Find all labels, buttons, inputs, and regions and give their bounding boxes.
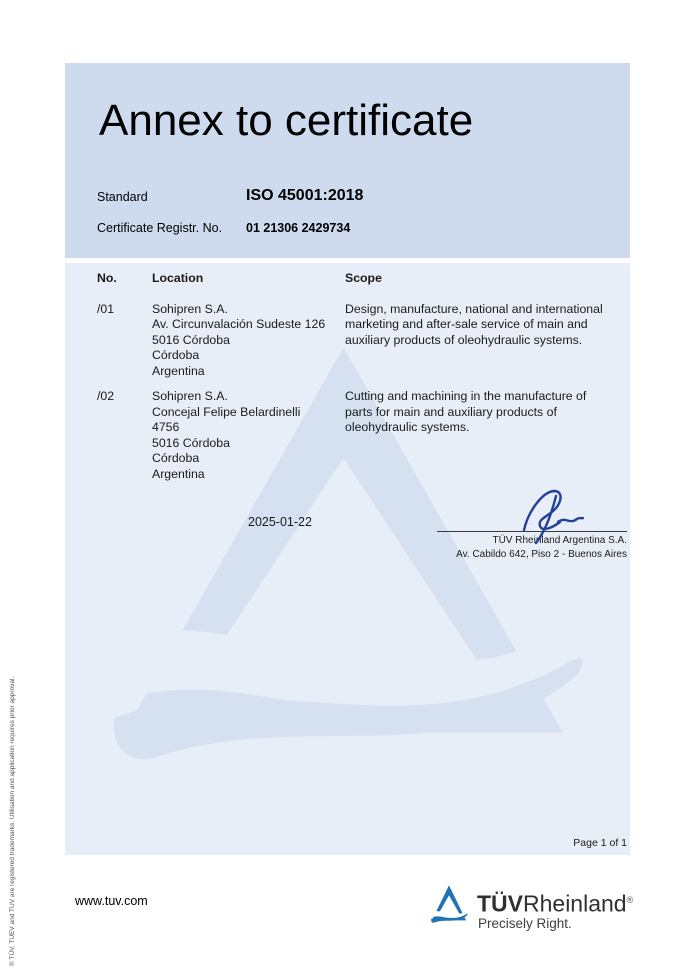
standard-label: Standard (97, 190, 148, 204)
website-link[interactable]: www.tuv.com (75, 894, 148, 908)
column-header-location: Location (152, 271, 204, 285)
table-header-row (97, 271, 620, 287)
brand-wordmark (477, 888, 633, 916)
row-location: Sohipren S.A. Concejal Felipe Belardinelli 4756 5016 Córdoba Córdoba Argentina (152, 389, 301, 481)
table-row (97, 302, 620, 380)
brand-tuv: TÜV (477, 890, 523, 917)
signatory-address: Av. Cabildo 642, Piso 2 - Buenos Aires (456, 548, 627, 560)
issue-date: 2025-01-22 (248, 515, 312, 529)
certificate-number-label: Certificate Registr. No. (97, 221, 223, 235)
column-header-scope: Scope (345, 271, 382, 285)
row-number: /02 (97, 389, 115, 403)
certificate-number-value: 01 21306 2429734 (246, 221, 351, 235)
tuv-triangle-icon (430, 884, 468, 926)
registered-mark-icon: ® (626, 895, 634, 905)
brand-tagline: Precisely Right. (478, 916, 572, 931)
signatory-name: TÜV Rheinland Argentina S.A. (492, 535, 627, 546)
table-rows (97, 302, 620, 483)
column-header-no: No. (97, 271, 117, 285)
page-indicator: Page 1 of 1 (573, 837, 627, 849)
row-scope: Cutting and machining in the manufacture of parts for main and auxiliary products of oleohydraulic systems. (345, 389, 587, 434)
brand-rheinland: Rheinland (523, 890, 627, 917)
row-number: /01 (97, 301, 115, 316)
page-title: Annex to certificate (99, 96, 474, 145)
signature-icon (512, 486, 584, 546)
table-row (97, 389, 620, 482)
trademark-note: ® TÜV, TUEV and TUV are registered trademarks. Utilisation and application requires prior approval. (9, 676, 16, 966)
row-location: Sohipren S.A. Av. Circunvalación Sudeste 126 5016 Córdoba Córdoba Argentina (152, 301, 326, 378)
row-scope: Design, manufacture, national and international marketing and after-sale service of main and auxiliary products of oleohydraulic systems. (345, 301, 603, 347)
standard-value: ISO 45001:2018 (246, 187, 364, 204)
scope-table (97, 271, 620, 492)
